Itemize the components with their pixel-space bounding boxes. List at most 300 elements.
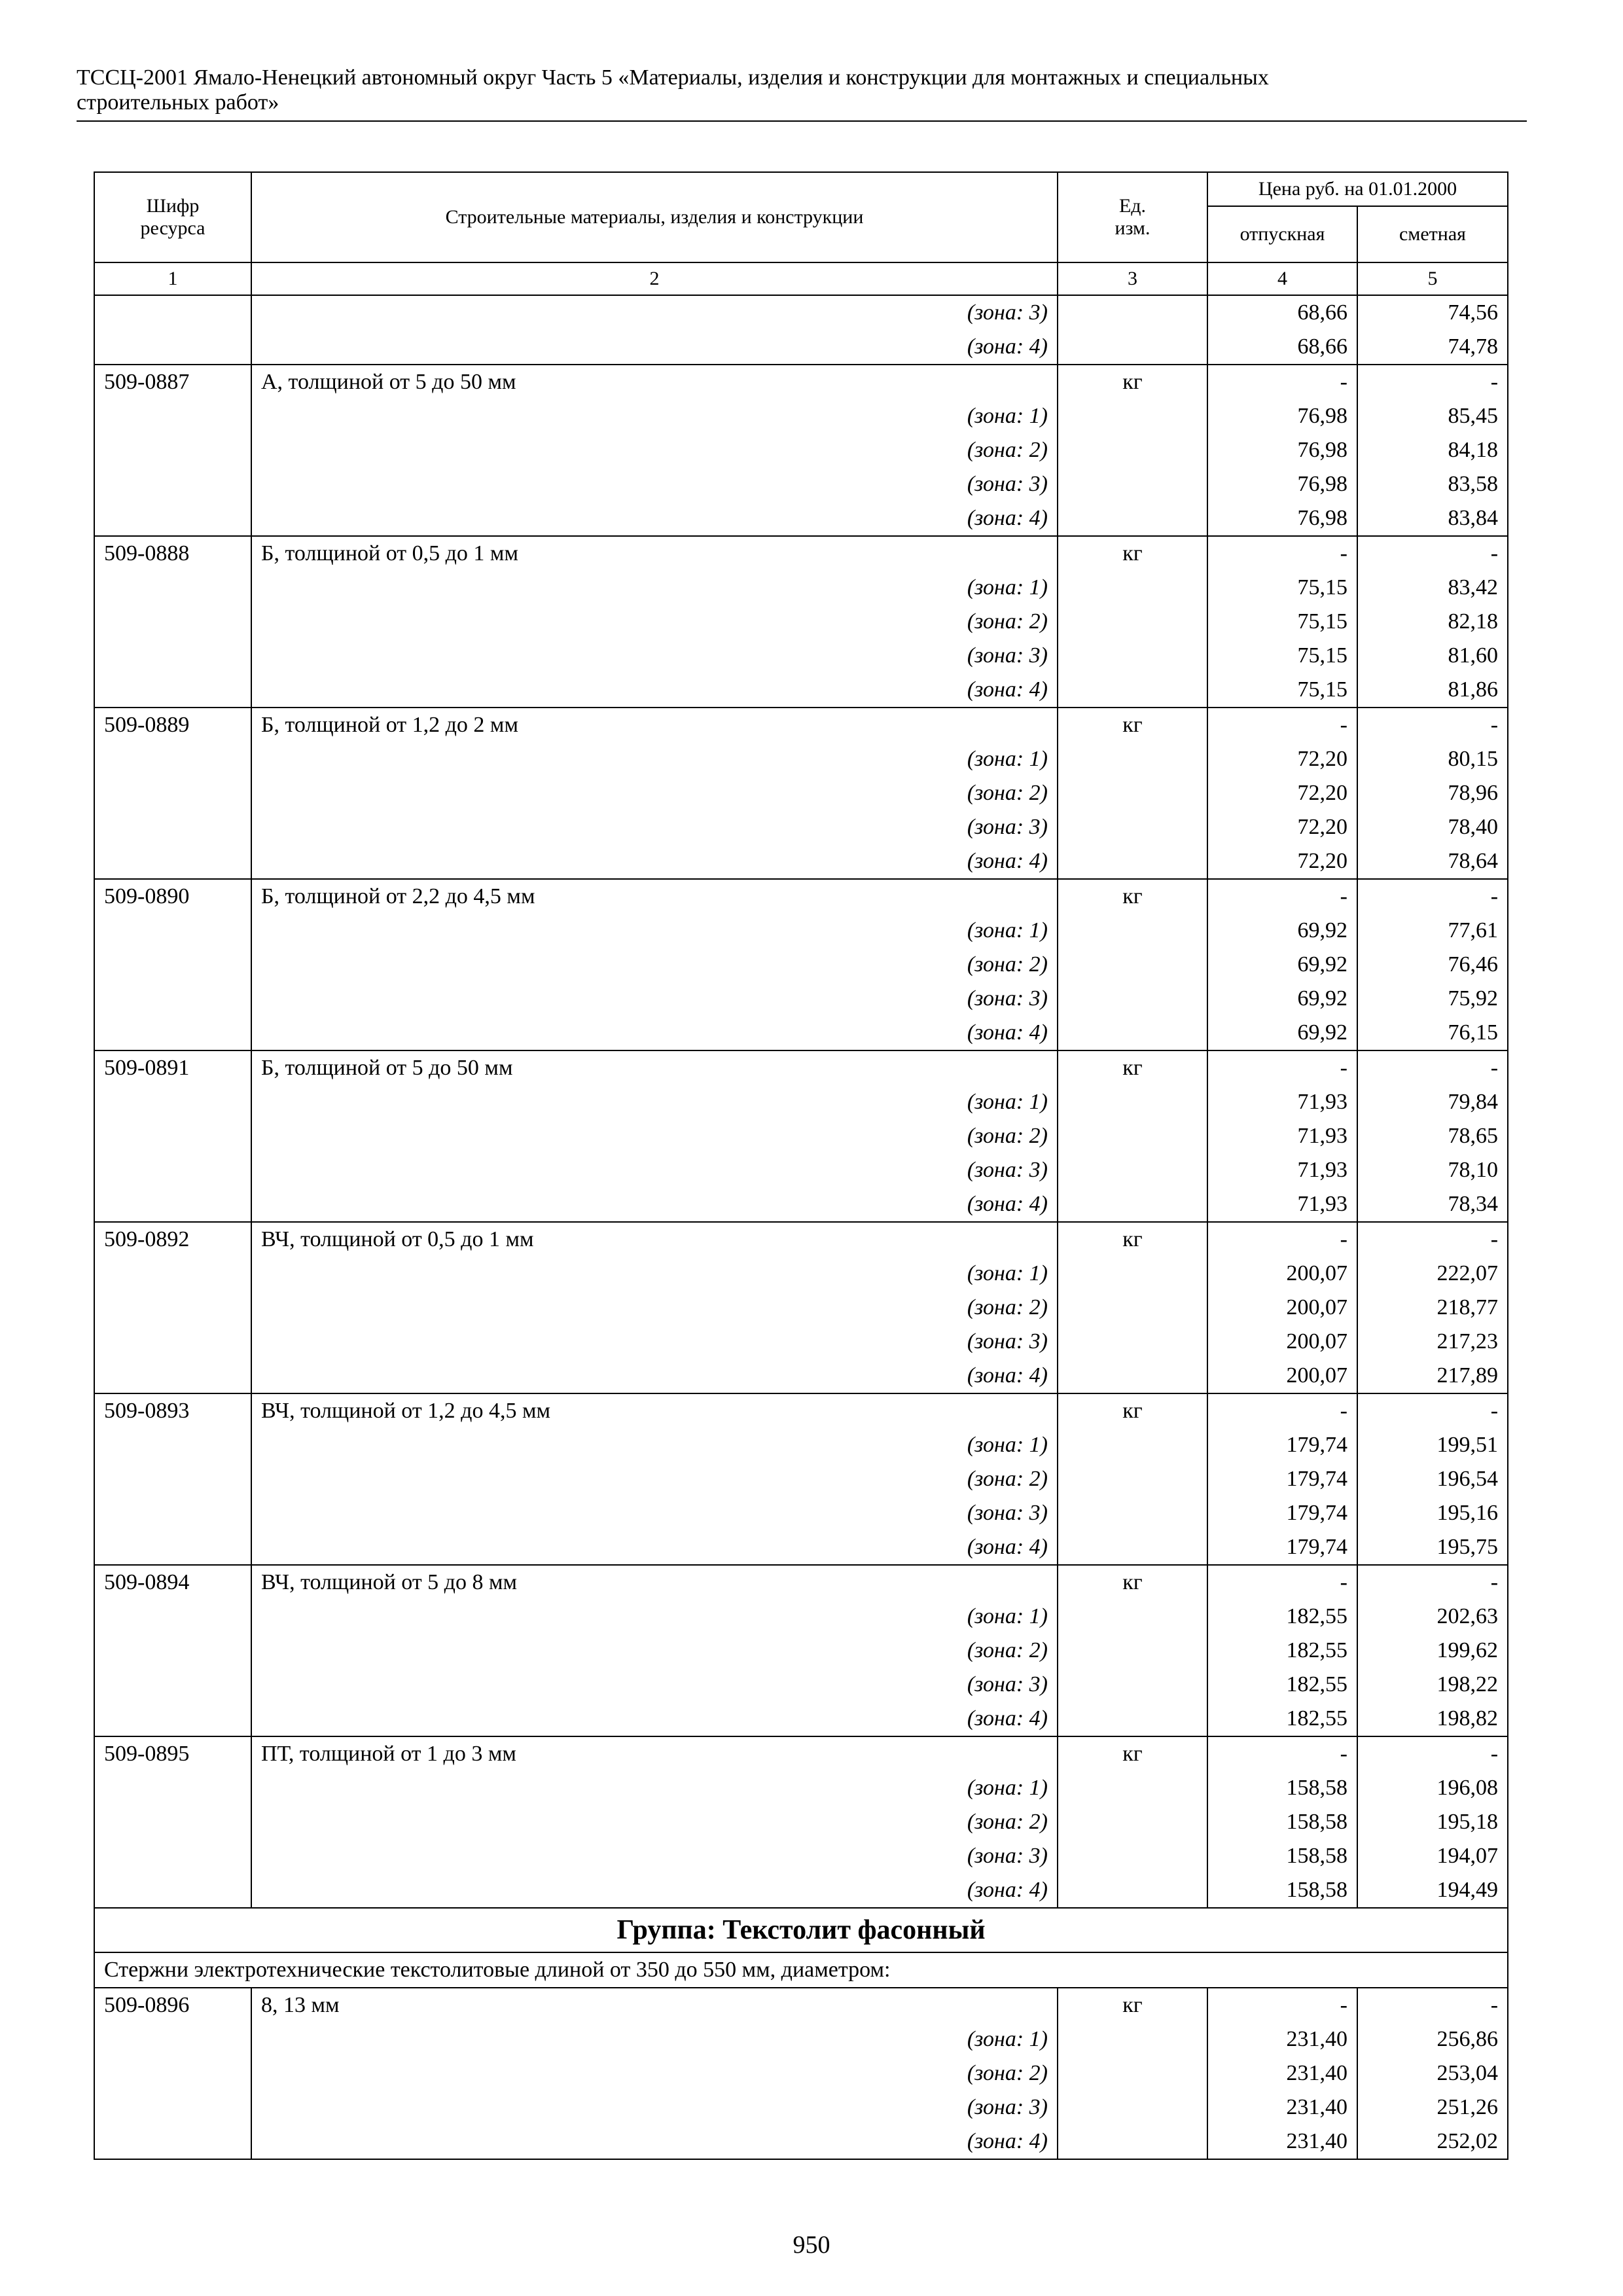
release-price: 182,55 [1207, 1702, 1357, 1736]
unit-cell [1058, 605, 1207, 639]
price-table [94, 171, 1508, 2160]
estimate-price: 78,64 [1357, 844, 1508, 879]
group-title: Группа: Текстолит фасонный [94, 1908, 1508, 1952]
zone-row [94, 914, 1508, 948]
zone-label: (зона: 4) [251, 673, 1058, 708]
resource-code: 509-0893 [94, 1393, 251, 1428]
estimate-price: 78,34 [1357, 1187, 1508, 1222]
release-price: 76,98 [1207, 467, 1357, 501]
unit-cell [1058, 1634, 1207, 1668]
release-price: - [1207, 536, 1357, 571]
column-number-5: 5 [1357, 262, 1508, 295]
resource-code: 509-0887 [94, 365, 251, 399]
material-name: Б, толщиной от 2,2 до 4,5 мм [251, 879, 1058, 914]
estimate-price: 202,63 [1357, 1600, 1508, 1634]
table-body [94, 295, 1508, 2159]
estimate-price: 217,89 [1357, 1359, 1508, 1393]
code-cell [94, 1119, 251, 1153]
code-cell [94, 605, 251, 639]
release-price: 179,74 [1207, 1530, 1357, 1565]
material-name: ПТ, толщиной от 1 до 3 мм [251, 1736, 1058, 1771]
release-price: 75,15 [1207, 605, 1357, 639]
zone-label: (зона: 3) [251, 982, 1058, 1016]
code-cell [94, 1187, 251, 1222]
release-price: 200,07 [1207, 1359, 1357, 1393]
release-price: - [1207, 879, 1357, 914]
unit-cell [1058, 1600, 1207, 1634]
unit-cell: кг [1058, 879, 1207, 914]
unit-cell [1058, 295, 1207, 330]
zone-row [94, 1359, 1508, 1393]
unit-cell: кг [1058, 1222, 1207, 1257]
estimate-price: 83,42 [1357, 571, 1508, 605]
estimate-price: 195,18 [1357, 1805, 1508, 1839]
unit-cell [1058, 433, 1207, 467]
code-cell [94, 742, 251, 776]
group-title-row [94, 1908, 1508, 1952]
zone-row [94, 1153, 1508, 1187]
header-code [94, 172, 251, 262]
column-number-2: 2 [251, 262, 1058, 295]
code-cell [94, 1634, 251, 1668]
code-cell [94, 2125, 251, 2159]
release-price: 200,07 [1207, 1257, 1357, 1291]
estimate-price: - [1357, 536, 1508, 571]
zone-label: (зона: 3) [251, 810, 1058, 844]
zone-row [94, 1530, 1508, 1565]
unit-cell: кг [1058, 365, 1207, 399]
estimate-price: 85,45 [1357, 399, 1508, 433]
code-cell [94, 948, 251, 982]
unit-cell [1058, 1325, 1207, 1359]
zone-label: (зона: 1) [251, 571, 1058, 605]
resource-code: 509-0889 [94, 708, 251, 742]
code-cell [94, 1359, 251, 1393]
estimate-price: 78,40 [1357, 810, 1508, 844]
zone-label: (зона: 1) [251, 1257, 1058, 1291]
zone-row [94, 776, 1508, 810]
zone-row [94, 433, 1508, 467]
zone-label: (зона: 4) [251, 1016, 1058, 1050]
header-rule [77, 120, 1527, 122]
release-price: 182,55 [1207, 1668, 1357, 1702]
zone-label: (зона: 4) [251, 2125, 1058, 2159]
code-cell [94, 810, 251, 844]
zone-row [94, 467, 1508, 501]
estimate-price: 79,84 [1357, 1085, 1508, 1119]
estimate-price: 196,54 [1357, 1462, 1508, 1496]
zone-label: (зона: 2) [251, 776, 1058, 810]
document-header [77, 65, 1527, 115]
zone-label: (зона: 4) [251, 330, 1058, 365]
resource-code: 509-0895 [94, 1736, 251, 1771]
zone-row [94, 1187, 1508, 1222]
zone-row [94, 1462, 1508, 1496]
code-cell [94, 2090, 251, 2125]
unit-cell [1058, 1805, 1207, 1839]
material-name: А, толщиной от 5 до 50 мм [251, 365, 1058, 399]
unit-cell [1058, 1530, 1207, 1565]
unit-cell [1058, 1359, 1207, 1393]
resource-code: 509-0892 [94, 1222, 251, 1257]
zone-row [94, 2056, 1508, 2090]
zone-label: (зона: 3) [251, 1839, 1058, 1873]
zone-label: (зона: 2) [251, 1634, 1058, 1668]
table-row [94, 1565, 1508, 1600]
zone-label: (зона: 1) [251, 1085, 1058, 1119]
material-name: Б, толщиной от 0,5 до 1 мм [251, 536, 1058, 571]
estimate-price: - [1357, 1393, 1508, 1428]
zone-row [94, 1291, 1508, 1325]
zone-row [94, 673, 1508, 708]
column-number-4: 4 [1207, 262, 1357, 295]
code-cell [94, 1839, 251, 1873]
zone-label: (зона: 3) [251, 1153, 1058, 1187]
column-number-1: 1 [94, 262, 251, 295]
estimate-price: 83,84 [1357, 501, 1508, 536]
zone-row [94, 1873, 1508, 1908]
release-price: 158,58 [1207, 1873, 1357, 1908]
unit-cell [1058, 982, 1207, 1016]
zone-row [94, 1119, 1508, 1153]
zone-label: (зона: 4) [251, 1530, 1058, 1565]
table-header [94, 172, 1508, 295]
release-price: 76,98 [1207, 433, 1357, 467]
unit-cell: кг [1058, 1565, 1207, 1600]
estimate-price: 195,75 [1357, 1530, 1508, 1565]
estimate-price: - [1357, 1736, 1508, 1771]
code-cell [94, 467, 251, 501]
release-price: - [1207, 1050, 1357, 1085]
estimate-price: 80,15 [1357, 742, 1508, 776]
code-cell [94, 639, 251, 673]
unit-cell [1058, 571, 1207, 605]
table-row [94, 1393, 1508, 1428]
zone-label: (зона: 1) [251, 914, 1058, 948]
resource-code: 509-0888 [94, 536, 251, 571]
resource-code: 509-0896 [94, 1988, 251, 2022]
zone-label: (зона: 3) [251, 1325, 1058, 1359]
zone-label: (зона: 1) [251, 1600, 1058, 1634]
unit-cell: кг [1058, 1050, 1207, 1085]
zone-row [94, 982, 1508, 1016]
header-title-line-2: строительных работ» [77, 90, 279, 115]
release-price: 75,15 [1207, 673, 1357, 708]
zone-label: (зона: 2) [251, 948, 1058, 982]
unit-cell: кг [1058, 1736, 1207, 1771]
column-number-3: 3 [1058, 262, 1207, 295]
zone-row [94, 2125, 1508, 2159]
zone-row [94, 810, 1508, 844]
material-name: ВЧ, толщиной от 1,2 до 4,5 мм [251, 1393, 1058, 1428]
unit-cell [1058, 1702, 1207, 1736]
zone-row [94, 1496, 1508, 1530]
code-cell [94, 1771, 251, 1805]
page-number: 950 [793, 2231, 830, 2259]
table-row [94, 879, 1508, 914]
unit-cell [1058, 776, 1207, 810]
zone-row [94, 1085, 1508, 1119]
unit-cell [1058, 1668, 1207, 1702]
group-subtitle: Стержни электротехнические текстолитовые длиной от 350 до 550 мм, диаметром: [94, 1952, 1508, 1988]
zone-label: (зона: 1) [251, 399, 1058, 433]
release-price: 231,40 [1207, 2125, 1357, 2159]
table-row [94, 1736, 1508, 1771]
release-price: 200,07 [1207, 1291, 1357, 1325]
release-price: 71,93 [1207, 1119, 1357, 1153]
unit-cell [1058, 1462, 1207, 1496]
zone-label: (зона: 4) [251, 501, 1058, 536]
code-cell [94, 501, 251, 536]
estimate-price: - [1357, 1988, 1508, 2022]
code-cell [94, 1805, 251, 1839]
material-name: ВЧ, толщиной от 5 до 8 мм [251, 1565, 1058, 1600]
unit-cell [1058, 639, 1207, 673]
unit-cell [1058, 2090, 1207, 2125]
unit-cell [1058, 330, 1207, 365]
release-price: - [1207, 365, 1357, 399]
zone-row [94, 1771, 1508, 1805]
unit-cell [1058, 948, 1207, 982]
resource-code: 509-0890 [94, 879, 251, 914]
zone-label: (зона: 3) [251, 1668, 1058, 1702]
unit-cell [1058, 1839, 1207, 1873]
release-price: 69,92 [1207, 948, 1357, 982]
release-price: - [1207, 1222, 1357, 1257]
zone-row [94, 399, 1508, 433]
zone-label: (зона: 1) [251, 1428, 1058, 1462]
estimate-price: 82,18 [1357, 605, 1508, 639]
code-cell [94, 2056, 251, 2090]
header-code-label: Шифр ресурса [140, 195, 205, 239]
code-cell [94, 1257, 251, 1291]
release-price: 71,93 [1207, 1085, 1357, 1119]
zone-row [94, 295, 1508, 330]
estimate-price: - [1357, 365, 1508, 399]
code-cell [94, 1153, 251, 1187]
estimate-price: 83,58 [1357, 467, 1508, 501]
unit-cell [1058, 1085, 1207, 1119]
zone-label: (зона: 4) [251, 1873, 1058, 1908]
table-row [94, 1222, 1508, 1257]
zone-label: (зона: 2) [251, 1119, 1058, 1153]
zone-label: (зона: 4) [251, 1702, 1058, 1736]
estimate-price: 76,46 [1357, 948, 1508, 982]
release-price: 158,58 [1207, 1805, 1357, 1839]
release-price: 76,98 [1207, 399, 1357, 433]
zone-row [94, 605, 1508, 639]
unit-cell [1058, 1119, 1207, 1153]
unit-cell [1058, 673, 1207, 708]
code-cell [94, 1291, 251, 1325]
release-price: 231,40 [1207, 2090, 1357, 2125]
unit-cell [1058, 2056, 1207, 2090]
release-price: 182,55 [1207, 1600, 1357, 1634]
material-name: 8, 13 мм [251, 1988, 1058, 2022]
estimate-price: 222,07 [1357, 1257, 1508, 1291]
release-price: 182,55 [1207, 1634, 1357, 1668]
table-row [94, 536, 1508, 571]
unit-cell [1058, 742, 1207, 776]
code-cell [94, 1530, 251, 1565]
release-price: 68,66 [1207, 330, 1357, 365]
estimate-price: 84,18 [1357, 433, 1508, 467]
release-price: 68,66 [1207, 295, 1357, 330]
release-price: 72,20 [1207, 742, 1357, 776]
code-cell [94, 330, 251, 365]
zone-row [94, 742, 1508, 776]
zone-label: (зона: 2) [251, 1462, 1058, 1496]
zone-label: (зона: 4) [251, 1187, 1058, 1222]
code-cell [94, 1085, 251, 1119]
code-cell [94, 1462, 251, 1496]
unit-cell [1058, 1771, 1207, 1805]
estimate-price: 198,82 [1357, 1702, 1508, 1736]
zone-row [94, 1016, 1508, 1050]
zone-row [94, 571, 1508, 605]
code-cell [94, 914, 251, 948]
estimate-price: 256,86 [1357, 2022, 1508, 2056]
unit-cell [1058, 810, 1207, 844]
zone-label: (зона: 4) [251, 1359, 1058, 1393]
release-price: 231,40 [1207, 2022, 1357, 2056]
zone-row [94, 1325, 1508, 1359]
estimate-price: - [1357, 708, 1508, 742]
estimate-price: 194,49 [1357, 1873, 1508, 1908]
material-name: Б, толщиной от 5 до 50 мм [251, 1050, 1058, 1085]
release-price: 71,93 [1207, 1187, 1357, 1222]
table-row [94, 1988, 1508, 2022]
zone-label: (зона: 1) [251, 742, 1058, 776]
material-name: ВЧ, толщиной от 0,5 до 1 мм [251, 1222, 1058, 1257]
code-cell [94, 1325, 251, 1359]
zone-label: (зона: 1) [251, 2022, 1058, 2056]
code-cell [94, 1428, 251, 1462]
estimate-price: 78,65 [1357, 1119, 1508, 1153]
table-row [94, 365, 1508, 399]
unit-cell [1058, 1496, 1207, 1530]
release-price: 75,15 [1207, 571, 1357, 605]
zone-row [94, 1702, 1508, 1736]
zone-row [94, 1839, 1508, 1873]
estimate-price: 196,08 [1357, 1771, 1508, 1805]
release-price: 179,74 [1207, 1462, 1357, 1496]
zone-row [94, 1600, 1508, 1634]
estimate-price: - [1357, 1222, 1508, 1257]
estimate-price: 194,07 [1357, 1839, 1508, 1873]
zone-label: (зона: 2) [251, 1291, 1058, 1325]
zone-row [94, 639, 1508, 673]
table-row [94, 708, 1508, 742]
release-price: - [1207, 1736, 1357, 1771]
zone-row [94, 1428, 1508, 1462]
release-price: 72,20 [1207, 776, 1357, 810]
unit-cell [1058, 501, 1207, 536]
zone-label: (зона: 3) [251, 1496, 1058, 1530]
estimate-price: - [1357, 1050, 1508, 1085]
release-price: 179,74 [1207, 1428, 1357, 1462]
release-price: 69,92 [1207, 982, 1357, 1016]
zone-row [94, 501, 1508, 536]
zone-row [94, 330, 1508, 365]
code-cell [94, 1668, 251, 1702]
estimate-price: 78,96 [1357, 776, 1508, 810]
unit-cell [1058, 844, 1207, 879]
unit-cell: кг [1058, 708, 1207, 742]
release-price: 158,58 [1207, 1839, 1357, 1873]
estimate-price: 81,86 [1357, 673, 1508, 708]
zone-row [94, 1634, 1508, 1668]
code-cell [94, 1016, 251, 1050]
code-cell [94, 399, 251, 433]
zone-label: (зона: 3) [251, 2090, 1058, 2125]
unit-cell [1058, 1291, 1207, 1325]
code-cell [94, 571, 251, 605]
release-price: 76,98 [1207, 501, 1357, 536]
estimate-price: 77,61 [1357, 914, 1508, 948]
release-price: 71,93 [1207, 1153, 1357, 1187]
release-price: - [1207, 1988, 1357, 2022]
zone-label: (зона: 2) [251, 1805, 1058, 1839]
code-cell [94, 2022, 251, 2056]
table-row [94, 1050, 1508, 1085]
unit-cell: кг [1058, 1988, 1207, 2022]
estimate-price: 75,92 [1357, 982, 1508, 1016]
estimate-price: 78,10 [1357, 1153, 1508, 1187]
estimate-price: 81,60 [1357, 639, 1508, 673]
zone-label: (зона: 2) [251, 433, 1058, 467]
code-cell [94, 1600, 251, 1634]
header-title-line-1: ТССЦ-2001 Ямало-Ненецкий автономный округ Часть 5 «Материалы, изделия и конструкции для монтажных и специальных [77, 65, 1269, 90]
release-price: 72,20 [1207, 810, 1357, 844]
header-unit-label: Ед. изм. [1115, 195, 1150, 239]
unit-cell [1058, 1257, 1207, 1291]
estimate-price: 251,26 [1357, 2090, 1508, 2125]
zone-label: (зона: 3) [251, 467, 1058, 501]
zone-label: (зона: 3) [251, 295, 1058, 330]
group-subtitle-row [94, 1952, 1508, 1988]
zone-row [94, 1668, 1508, 1702]
release-price: 69,92 [1207, 1016, 1357, 1050]
release-price: - [1207, 708, 1357, 742]
code-cell [94, 295, 251, 330]
zone-label: (зона: 2) [251, 2056, 1058, 2090]
zone-row [94, 844, 1508, 879]
zone-label: (зона: 1) [251, 1771, 1058, 1805]
estimate-price: 198,22 [1357, 1668, 1508, 1702]
unit-cell [1058, 914, 1207, 948]
unit-cell [1058, 2125, 1207, 2159]
release-price: 158,58 [1207, 1771, 1357, 1805]
code-cell [94, 776, 251, 810]
release-price: - [1207, 1393, 1357, 1428]
zone-row [94, 2090, 1508, 2125]
unit-cell [1058, 2022, 1207, 2056]
code-cell [94, 844, 251, 879]
code-cell [94, 1702, 251, 1736]
release-price: 72,20 [1207, 844, 1357, 879]
estimate-price: 76,15 [1357, 1016, 1508, 1050]
release-price: 200,07 [1207, 1325, 1357, 1359]
release-price: 179,74 [1207, 1496, 1357, 1530]
estimate-price: 218,77 [1357, 1291, 1508, 1325]
zone-row [94, 1257, 1508, 1291]
unit-cell [1058, 1153, 1207, 1187]
header-price: Цена руб. на 01.01.2000 [1207, 172, 1508, 206]
zone-row [94, 1805, 1508, 1839]
material-name: Б, толщиной от 1,2 до 2 мм [251, 708, 1058, 742]
estimate-price: 195,16 [1357, 1496, 1508, 1530]
